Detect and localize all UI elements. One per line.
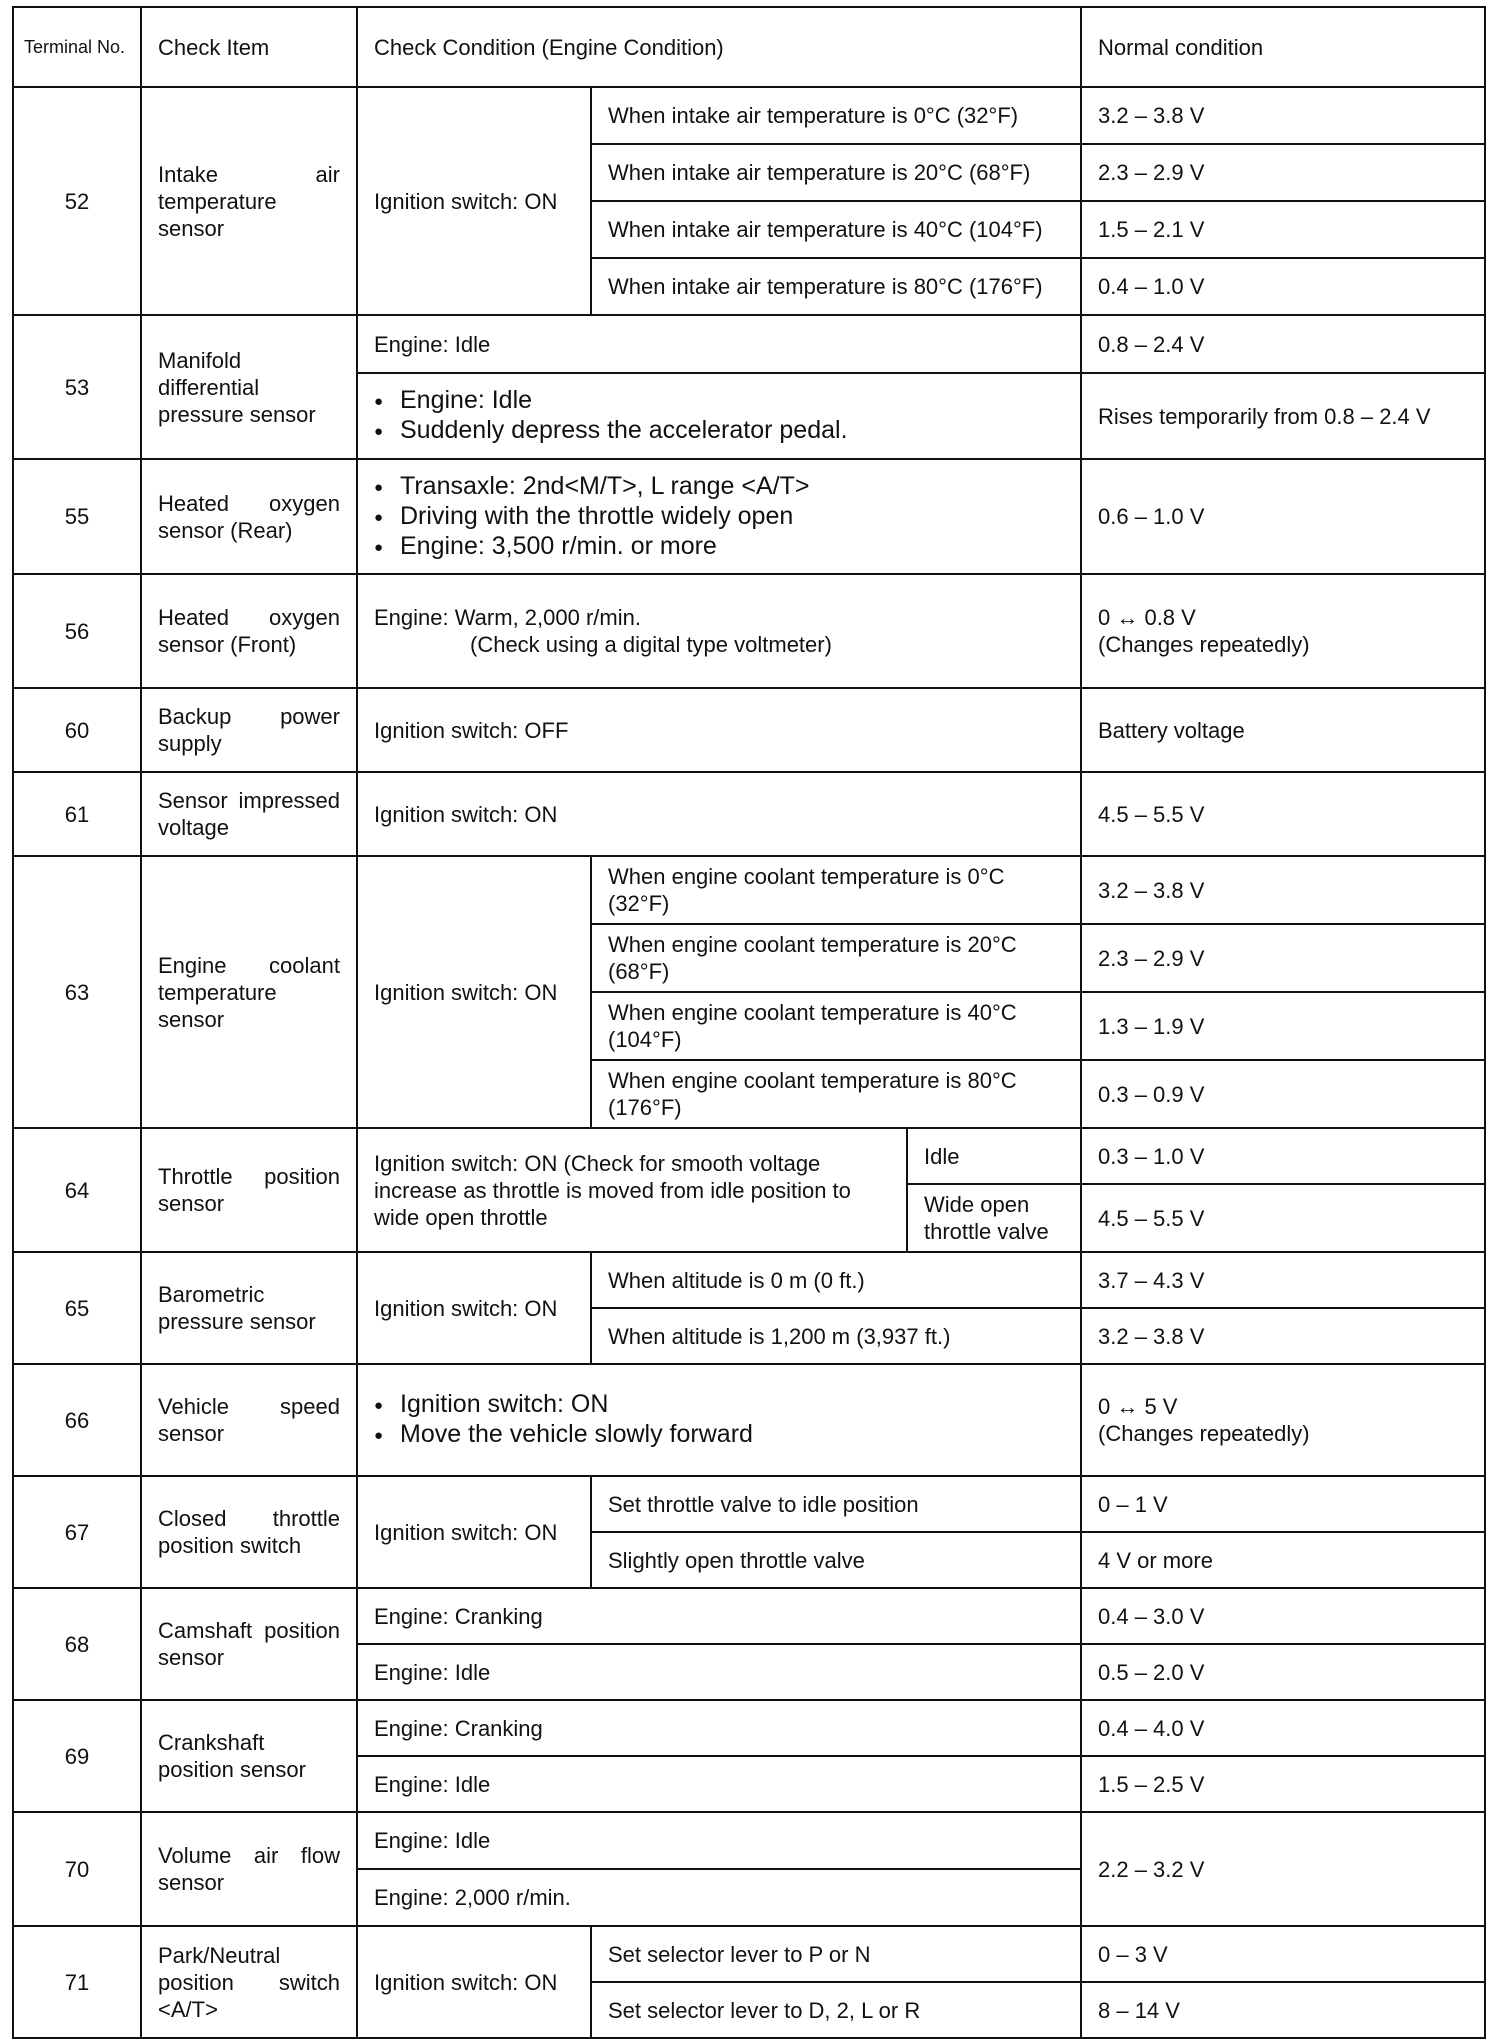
sub-condition: When engine coolant temperature is 80°C (176°F) [591, 1060, 1081, 1128]
normal-value: 3.2 – 3.8 V [1081, 87, 1485, 144]
table-row [13, 315, 1485, 373]
check-item: Barometric pressure sensor [141, 1252, 357, 1364]
normal-value: Battery voltage [1081, 688, 1485, 772]
check-item: Crankshaft position sensor [141, 1700, 357, 1812]
header-terminal-no: Terminal No. [13, 7, 141, 87]
terminal-number: 64 [13, 1128, 141, 1252]
table-row [13, 1252, 1485, 1308]
terminal-number: 55 [13, 459, 141, 574]
sub-condition: When altitude is 1,200 m (3,937 ft.) [591, 1308, 1081, 1364]
normal-value: 0.4 – 3.0 V [1081, 1588, 1485, 1644]
bullet-item: ● Driving with the throttle widely open [374, 502, 1064, 532]
normal-value-note: (Changes repeatedly) [1098, 1421, 1310, 1446]
header-check-condition: Check Condition (Engine Condition) [357, 7, 1081, 87]
check-condition: Ignition switch: OFF [357, 688, 1081, 772]
normal-value: 0.8 – 2.4 V [1081, 315, 1485, 373]
sub-condition: Set throttle valve to idle position [591, 1476, 1081, 1532]
table-row [13, 459, 1485, 574]
table-row [13, 856, 1485, 924]
normal-value: 2.2 – 3.2 V [1081, 1812, 1485, 1926]
sub-condition: When intake air temperature is 20°C (68°F) [591, 144, 1081, 201]
terminal-number: 71 [13, 1926, 141, 2038]
terminal-number: 67 [13, 1476, 141, 1588]
check-item: Engine coolant temperature sensor [141, 856, 357, 1128]
normal-value: 0 – 1 V [1081, 1476, 1485, 1532]
terminal-number: 52 [13, 87, 141, 315]
normal-value: 3.2 – 3.8 V [1081, 1308, 1485, 1364]
check-condition [357, 574, 1081, 688]
sub-condition: Engine: Cranking [357, 1700, 1081, 1756]
sub-condition: Slightly open throttle valve [591, 1532, 1081, 1588]
sub-condition: Set selector lever to P or N [591, 1926, 1081, 1982]
table-row [13, 87, 1485, 144]
sub-condition: When engine coolant temperature is 0°C (32°F) [591, 856, 1081, 924]
normal-value: 4.5 – 5.5 V [1081, 1184, 1485, 1252]
bullet-item: ● Move the vehicle slowly forward [374, 1420, 1064, 1450]
normal-value: 3.2 – 3.8 V [1081, 856, 1485, 924]
table-row [13, 574, 1485, 688]
check-item: Intake air temperature sensor [141, 87, 357, 315]
normal-value: 1.5 – 2.1 V [1081, 201, 1485, 258]
table-row [13, 1364, 1485, 1476]
normal-value: 0 – 3 V [1081, 1926, 1485, 1982]
check-table-sheet [12, 6, 1484, 2039]
terminal-number: 63 [13, 856, 141, 1128]
check-item: Volume air flow sensor [141, 1812, 357, 1926]
check-item: Backup power supply [141, 688, 357, 772]
sub-condition: When altitude is 0 m (0 ft.) [591, 1252, 1081, 1308]
check-item: Closed throttle position switch [141, 1476, 357, 1588]
terminal-check-table [12, 6, 1486, 2039]
normal-value: 0.3 – 1.0 V [1081, 1128, 1485, 1184]
normal-value: 2.3 – 2.9 V [1081, 924, 1485, 992]
table-row [13, 1128, 1485, 1184]
condition-line: Engine: Warm, 2,000 r/min. [374, 605, 641, 630]
normal-value: 1.5 – 2.5 V [1081, 1756, 1485, 1812]
sub-condition: Engine: 2,000 r/min. [357, 1869, 1081, 1926]
normal-value-range: 0 ↔ 5 V [1098, 1394, 1178, 1419]
check-condition: Ignition switch: ON [357, 1252, 591, 1364]
sub-condition: When intake air temperature is 0°C (32°F) [591, 87, 1081, 144]
bullet-item: ● Engine: 3,500 r/min. or more [374, 532, 1064, 562]
normal-value: 0.4 – 1.0 V [1081, 258, 1485, 315]
sub-condition: Engine: Idle [357, 1812, 1081, 1869]
sub-condition: When intake air temperature is 80°C (176°F) [591, 258, 1081, 315]
table-row [13, 688, 1485, 772]
normal-value-note: (Changes repeatedly) [1098, 632, 1310, 657]
terminal-number: 70 [13, 1812, 141, 1926]
check-condition: Engine: Idle [357, 315, 1081, 373]
sub-condition: Wide open throttle valve [907, 1184, 1081, 1252]
normal-value: 2.3 – 2.9 V [1081, 144, 1485, 201]
check-item: Manifold differential pressure sensor [141, 315, 357, 459]
header-normal-condition: Normal condition [1081, 7, 1485, 87]
sub-condition: When intake air temperature is 40°C (104°F) [591, 201, 1081, 258]
sub-condition: Engine: Idle [357, 1644, 1081, 1700]
condition-note: (Check using a digital type voltmeter) [470, 632, 832, 657]
check-item: Heated oxygen sensor (Front) [141, 574, 357, 688]
normal-value: Rises temporarily from 0.8 – 2.4 V [1081, 373, 1485, 459]
bullet-item: ● Suddenly depress the accelerator pedal. [374, 416, 1064, 446]
bullet-item: ● Engine: Idle [374, 386, 1064, 416]
header-check-item: Check Item [141, 7, 357, 87]
bullet-item: ● Ignition switch: ON [374, 1390, 1064, 1420]
check-condition: Ignition switch: ON [357, 772, 1081, 856]
header-row [13, 7, 1485, 87]
sub-condition: Engine: Idle [357, 1756, 1081, 1812]
normal-value [1081, 1364, 1485, 1476]
check-item: Heated oxygen sensor (Rear) [141, 459, 357, 574]
normal-value [1081, 574, 1485, 688]
terminal-number: 53 [13, 315, 141, 459]
normal-value: 0.4 – 4.0 V [1081, 1700, 1485, 1756]
sub-condition: Set selector lever to D, 2, L or R [591, 1982, 1081, 2038]
normal-value: 8 – 14 V [1081, 1982, 1485, 2038]
normal-value: 4.5 – 5.5 V [1081, 772, 1485, 856]
check-condition: Ignition switch: ON [357, 87, 591, 315]
table-row [13, 1700, 1485, 1756]
terminal-number: 61 [13, 772, 141, 856]
terminal-number: 68 [13, 1588, 141, 1700]
bullet-item: ● Transaxle: 2nd<M/T>, L range <A/T> [374, 472, 1064, 502]
normal-value-range: 0 ↔ 0.8 V [1098, 605, 1196, 630]
normal-value: 0.3 – 0.9 V [1081, 1060, 1485, 1128]
normal-value: 1.3 – 1.9 V [1081, 992, 1485, 1060]
sub-condition: Idle [907, 1128, 1081, 1184]
check-item: Throttle position sensor [141, 1128, 357, 1252]
check-condition-bullets [357, 373, 1081, 459]
terminal-number: 66 [13, 1364, 141, 1476]
terminal-number: 65 [13, 1252, 141, 1364]
check-condition-bullets [357, 1364, 1081, 1476]
check-condition: Ignition switch: ON [357, 856, 591, 1128]
check-condition: Ignition switch: ON [357, 1926, 591, 2038]
table-row [13, 1476, 1485, 1532]
check-item: Sensor impressed voltage [141, 772, 357, 856]
normal-value: 4 V or more [1081, 1532, 1485, 1588]
normal-value: 0.5 – 2.0 V [1081, 1644, 1485, 1700]
check-item: Camshaft position sensor [141, 1588, 357, 1700]
table-row [13, 772, 1485, 856]
check-condition: Ignition switch: ON (Check for smooth voltage increase as throttle is moved from idle position to wide open throttle [357, 1128, 907, 1252]
table-row [13, 1588, 1485, 1644]
sub-condition: When engine coolant temperature is 40°C (104°F) [591, 992, 1081, 1060]
terminal-number: 60 [13, 688, 141, 772]
terminal-number: 69 [13, 1700, 141, 1812]
table-row [13, 1926, 1485, 1982]
check-condition: Ignition switch: ON [357, 1476, 591, 1588]
normal-value: 3.7 – 4.3 V [1081, 1252, 1485, 1308]
sub-condition: When engine coolant temperature is 20°C (68°F) [591, 924, 1081, 992]
normal-value: 0.6 – 1.0 V [1081, 459, 1485, 574]
check-item: Park/Neutral position switch <A/T> [141, 1926, 357, 2038]
check-condition-bullets [357, 459, 1081, 574]
sub-condition: Engine: Cranking [357, 1588, 1081, 1644]
table-row [13, 1812, 1485, 1869]
check-item: Vehicle speed sensor [141, 1364, 357, 1476]
terminal-number: 56 [13, 574, 141, 688]
